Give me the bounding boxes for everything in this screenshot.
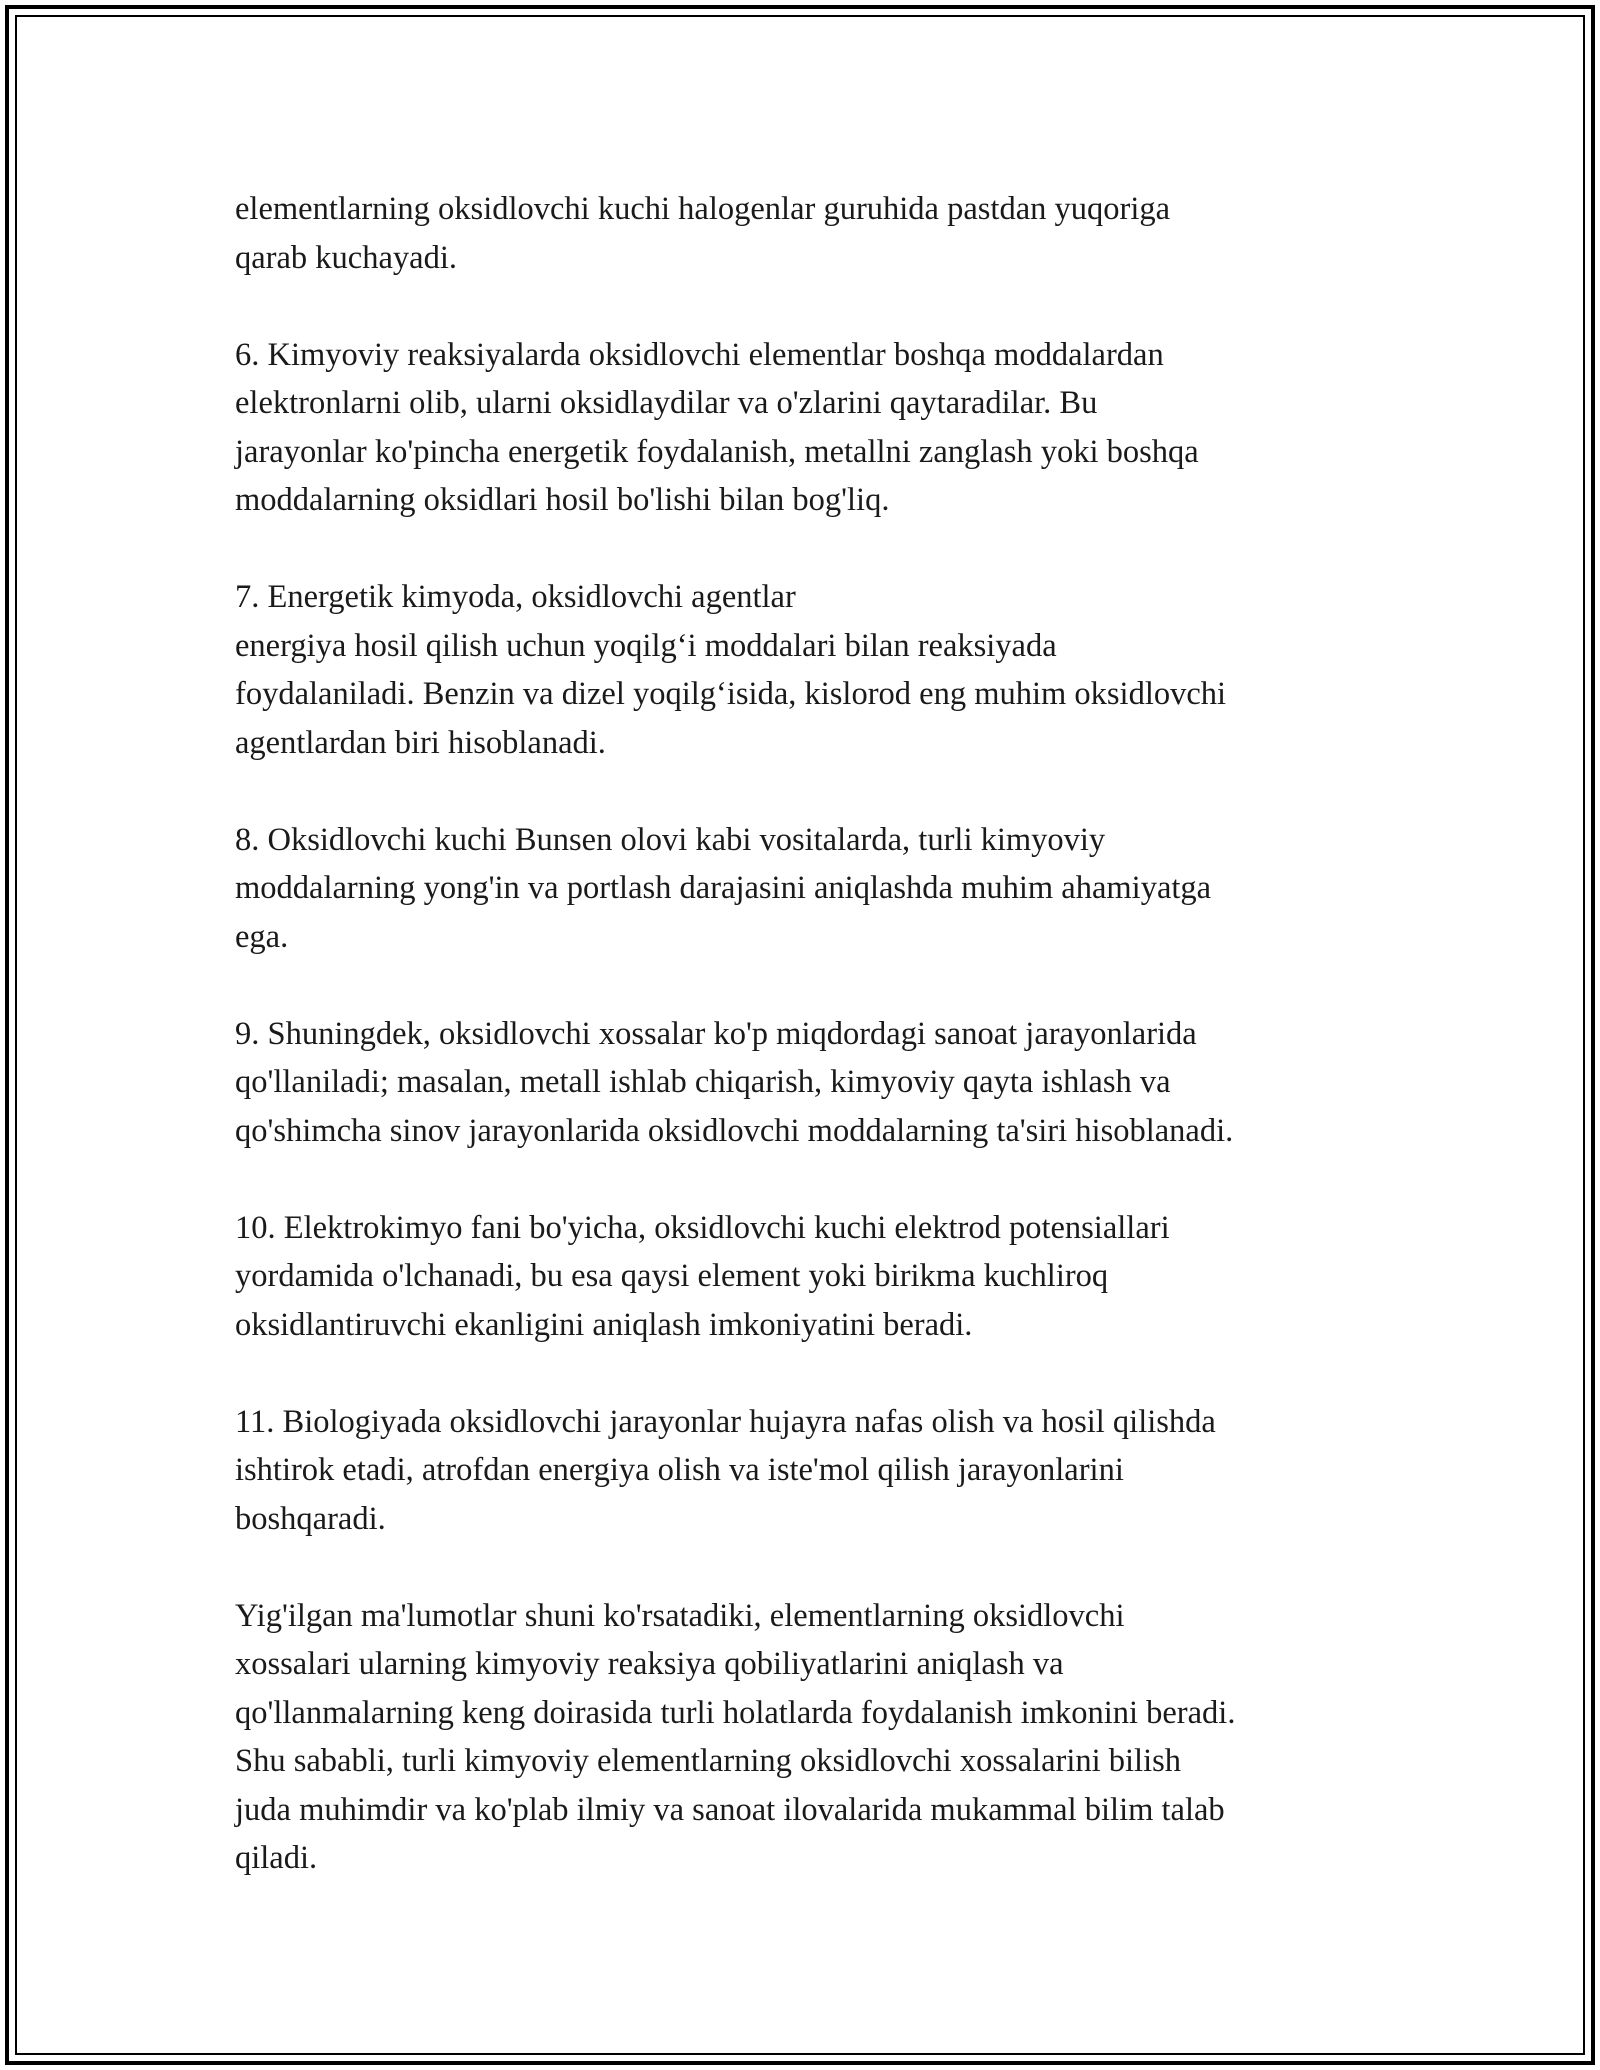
text-line: elementlarning oksidlovchi kuchi halogenlar guruhida pastdan yuqoriga	[235, 191, 1171, 227]
text-line: qo'llaniladi; masalan, metall ishlab chiqarish, kimyoviy qayta ishlash va	[235, 1064, 1171, 1100]
text-line: moddalarning yong'in va portlash darajasini aniqlashda muhim ahamiyatga	[235, 870, 1212, 906]
text-line: qo'shimcha sinov jarayonlarida oksidlovchi moddalarning ta'siri hisoblanadi.	[235, 1112, 1234, 1149]
text-line: Shu sababli, turli kimyoviy elementlarning oksidlovchi xossalarini bilish	[235, 1743, 1182, 1779]
text-line: 9. Shuningdek, oksidlovchi xossalar ko'p miqdordagi sanoat jarayonlarida	[235, 1015, 1197, 1052]
text-line: qiladi.	[235, 1840, 318, 1876]
text-line: qarab kuchayadi.	[235, 239, 457, 276]
paragraph-item-10	[235, 1204, 1385, 1350]
text-line: qo'llanmalarning keng doirasida turli holatlarda foydalanish imkonini beradi.	[235, 1694, 1236, 1731]
paragraph-item-7	[235, 573, 1385, 767]
paragraph-item-6	[235, 331, 1385, 525]
text-line: Yig'ilgan ma'lumotlar shuni ko'rsatadiki, elementlarning oksidlovchi	[235, 1597, 1125, 1634]
paragraph-item-9	[235, 1010, 1385, 1156]
text-line: elektronlarni olib, ularni oksidlaydilar va o'zlarini qaytaradilar. Bu	[235, 385, 1098, 421]
text-line: 6. Kimyoviy reaksiyalarda oksidlovchi elementlar boshqa moddalardan	[235, 336, 1164, 373]
document-body	[235, 185, 1385, 1883]
text-line: energiya hosil qilish uchun yoqilg‘i moddalari bilan reaksiyada	[235, 627, 1057, 664]
paragraph-item-8	[235, 816, 1385, 962]
text-line: moddalarning oksidlari hosil bo'lishi bilan bog'liq.	[235, 482, 890, 518]
text-line: oksidlantiruvchi ekanligini aniqlash imkoniyatini beradi.	[235, 1306, 973, 1343]
text-line: foydalaniladi. Benzin va dizel yoqilg‘isida, kislorod eng muhim oksidlovchi	[235, 676, 1227, 712]
text-line: ega.	[235, 918, 289, 955]
paragraph-continuation	[235, 185, 1385, 282]
text-line: juda muhimdir va ko'plab ilmiy va sanoat ilovalarida mukammal bilim talab	[235, 1791, 1225, 1828]
paragraph-item-11	[235, 1398, 1385, 1544]
text-line: yordamida o'lchanadi, bu esa qaysi element yoki birikma kuchliroq	[235, 1258, 1109, 1294]
text-line: xossalari ularning kimyoviy reaksiya qobiliyatlarini aniqlash va	[235, 1646, 1064, 1682]
text-line: boshqaradi.	[235, 1500, 386, 1537]
text-line: jarayonlar ko'pincha energetik foydalanish, metallni zanglash yoki boshqa	[235, 433, 1199, 470]
paragraph-conclusion	[235, 1592, 1385, 1883]
text-line: 10. Elektrokimyo fani bo'yicha, oksidlovchi kuchi elektrod potensiallari	[235, 1209, 1170, 1246]
text-line: agentlardan biri hisoblanadi.	[235, 724, 606, 761]
text-line: 11. Biologiyada oksidlovchi jarayonlar hujayra nafas olish va hosil qilishda	[235, 1403, 1216, 1440]
text-line: ishtirok etadi, atrofdan energiya olish va iste'mol qilish jarayonlarini	[235, 1452, 1124, 1488]
text-line: 7. Energetik kimyoda, oksidlovchi agentlar	[235, 579, 796, 615]
text-line: 8. Oksidlovchi kuchi Bunsen olovi kabi vositalarda, turli kimyoviy	[235, 821, 1106, 858]
